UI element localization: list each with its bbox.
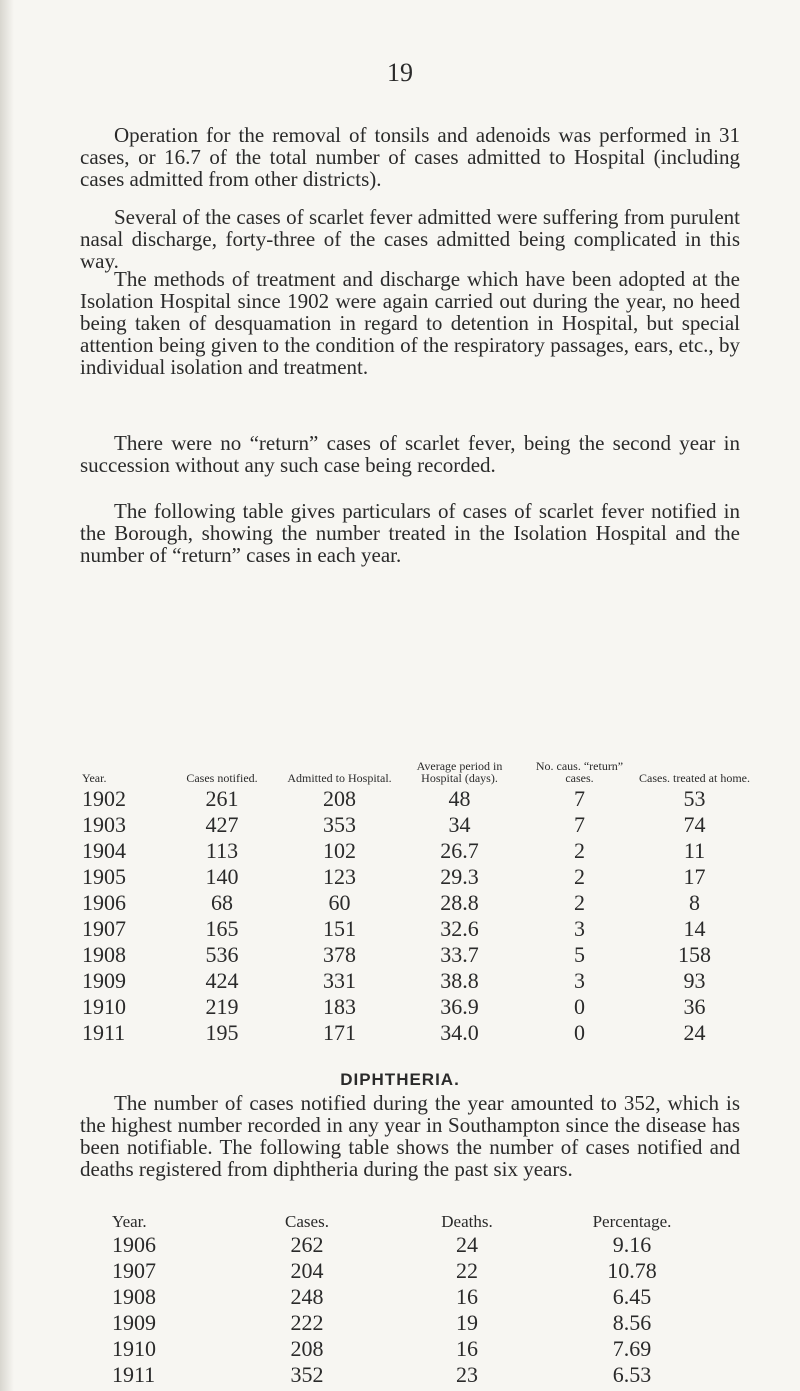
cell-home: 53	[683, 786, 706, 811]
cell-home: 14	[683, 916, 706, 941]
cell-average: 28.8	[440, 890, 479, 915]
cell-year: 1908	[82, 942, 126, 967]
cell-return: 2	[574, 864, 585, 889]
cell-admitted: 353	[323, 812, 356, 837]
cell-admitted: 171	[323, 1020, 356, 1045]
cell-average: 32.6	[440, 916, 479, 941]
cell-admitted: 331	[323, 968, 356, 993]
cell-percentage: 10.78	[607, 1258, 657, 1283]
header-average-period: Average period in Hospital (days).	[416, 759, 503, 785]
paragraph-diphtheria-intro: The number of cases notified during the year amounted to 352, which is the highest number recorded in any year in Southampton since the disease has been notifiable. The following table shows the number of cases notified and deaths registered from diphtheria during the past six years.	[80, 1091, 740, 1181]
cell-year: 1910	[82, 994, 126, 1019]
table-row	[82, 786, 752, 812]
header-year: Year.	[82, 771, 107, 785]
paragraph-table-intro: The following table gives particulars of cases of scarlet fever notified in the Borough, showing the number treated in the Isolation Hospital and the number of “return” cases in each year.	[80, 499, 740, 567]
paragraph-return-cases: There were no “return” cases of scarlet fever, being the second year in succession without any such case being recorded.	[80, 431, 740, 477]
cell-year: 1902	[82, 786, 126, 811]
page-number: 19	[387, 58, 413, 87]
cell-average: 34	[448, 812, 471, 837]
cell-year: 1907	[112, 1258, 156, 1283]
cell-percentage: 7.69	[612, 1336, 652, 1361]
table-row	[82, 968, 752, 994]
cell-home: 8	[689, 890, 700, 915]
header-admitted: Admitted to Hospital.	[287, 771, 392, 785]
table-row	[82, 916, 752, 942]
table-row	[82, 812, 752, 838]
cell-percentage: 6.45	[612, 1284, 652, 1309]
cell-deaths: 23	[456, 1362, 478, 1387]
table-row	[112, 1232, 722, 1258]
table-header-row	[82, 734, 752, 786]
cell-cases: 222	[290, 1310, 324, 1335]
cell-notified: 68	[211, 890, 233, 915]
cell-year: 1909	[112, 1310, 156, 1335]
cell-notified: 140	[205, 864, 239, 889]
cell-return: 7	[574, 812, 585, 837]
cell-year: 1905	[82, 864, 126, 889]
cell-deaths: 22	[456, 1258, 478, 1283]
table-row	[82, 864, 752, 890]
table-row	[112, 1284, 722, 1310]
cell-deaths: 16	[456, 1284, 478, 1309]
cell-year: 1909	[82, 968, 126, 993]
cell-cases: 262	[290, 1232, 324, 1257]
cell-home: 36	[683, 994, 706, 1019]
table-row	[112, 1336, 722, 1362]
paragraph-treatment-methods: The methods of treatment and discharge which have been adopted at the Isolation Hospital since 1902 were again carried out during the year, no heed being taken of desquamation in regard to detention in Hospital, but special attention being given to the condition of the respiratory passages, ears, etc., by individual isolation and treatment.	[80, 267, 740, 379]
table-row	[82, 838, 752, 864]
cell-year: 1903	[82, 812, 126, 837]
cell-return: 0	[574, 1020, 585, 1045]
cell-return: 5	[574, 942, 585, 967]
cell-cases: 208	[290, 1336, 324, 1361]
cell-notified: 424	[205, 968, 239, 993]
cell-cases: 352	[290, 1362, 324, 1387]
table-row	[112, 1362, 722, 1388]
cell-average: 29.3	[440, 864, 479, 889]
cell-average: 38.8	[440, 968, 479, 993]
cell-home: 24	[683, 1020, 706, 1045]
cell-year: 1907	[82, 916, 126, 941]
cell-percentage: 6.53	[612, 1362, 652, 1387]
cell-admitted: 183	[323, 994, 356, 1019]
cell-home: 17	[683, 864, 706, 889]
cell-average: 48	[448, 786, 471, 811]
cell-notified: 165	[205, 916, 239, 941]
table-row	[82, 1020, 752, 1046]
header-treated-at-home: Cases. treated at home.	[639, 771, 750, 785]
header-cases-notified: Cases notified.	[186, 771, 258, 785]
cell-average: 33.7	[440, 942, 479, 967]
paragraph-nasal-discharge: Several of the cases of scarlet fever admitted were suffering from purulent nasal discharge, forty-three of the cases admitted being complicated in this way.	[80, 205, 740, 273]
cell-return: 0	[574, 994, 585, 1019]
cell-deaths: 16	[456, 1336, 478, 1361]
cell-admitted: 151	[323, 916, 356, 941]
cell-return: 2	[574, 890, 585, 915]
table-row	[82, 994, 752, 1020]
cell-notified: 536	[205, 942, 239, 967]
cell-average: 36.9	[440, 994, 479, 1019]
cell-average: 26.7	[440, 838, 479, 863]
cell-notified: 195	[205, 1020, 239, 1045]
header-return-cases: No. caus. “return” cases.	[535, 759, 624, 785]
cell-cases: 248	[290, 1284, 324, 1309]
cell-return: 7	[574, 786, 585, 811]
page-gutter	[0, 0, 14, 1391]
cell-notified: 261	[205, 786, 239, 811]
cell-year: 1911	[82, 1020, 126, 1045]
table-row	[112, 1258, 722, 1284]
cell-cases: 204	[290, 1258, 324, 1283]
cell-year: 1910	[112, 1336, 156, 1361]
cell-notified: 219	[205, 994, 239, 1019]
cell-home: 11	[683, 838, 706, 863]
table-row	[82, 942, 752, 968]
cell-deaths: 24	[456, 1232, 478, 1257]
cell-year: 1906	[112, 1232, 156, 1257]
cell-deaths: 19	[456, 1310, 478, 1335]
cell-admitted: 378	[323, 942, 356, 967]
scarlet-fever-table	[82, 734, 752, 1046]
cell-year: 1904	[82, 838, 126, 863]
table-header-row	[112, 1212, 722, 1232]
cell-admitted: 208	[323, 786, 356, 811]
cell-year: 1908	[112, 1284, 156, 1309]
cell-notified: 113	[205, 838, 239, 863]
cell-percentage: 8.56	[612, 1310, 652, 1335]
header-percentage: Percentage.	[592, 1212, 672, 1231]
paragraph-tonsils: Operation for the removal of tonsils and adenoids was performed in 31 cases, or 16.7 of the total number of cases admitted to Hospital (including cases admitted from other districts).	[80, 123, 740, 191]
diphtheria-table	[112, 1212, 722, 1388]
cell-percentage: 9.16	[612, 1232, 652, 1257]
cell-home: 93	[683, 968, 706, 993]
cell-admitted: 60	[328, 890, 351, 915]
cell-return: 2	[574, 838, 585, 863]
cell-year: 1911	[112, 1362, 156, 1387]
cell-home: 74	[683, 812, 706, 837]
diphtheria-heading: DIPHTHERIA.	[340, 1070, 460, 1089]
cell-admitted: 102	[323, 838, 356, 863]
header-cases: Cases.	[285, 1212, 329, 1231]
header-deaths: Deaths.	[441, 1212, 493, 1231]
cell-year: 1906	[82, 890, 126, 915]
cell-admitted: 123	[323, 864, 356, 889]
table-row	[82, 890, 752, 916]
cell-notified: 427	[205, 812, 239, 837]
cell-return: 3	[574, 916, 585, 941]
cell-home: 158	[678, 942, 711, 967]
cell-average: 34.0	[440, 1020, 479, 1045]
cell-return: 3	[574, 968, 585, 993]
header-year: Year.	[112, 1212, 147, 1231]
table-row	[112, 1310, 722, 1336]
